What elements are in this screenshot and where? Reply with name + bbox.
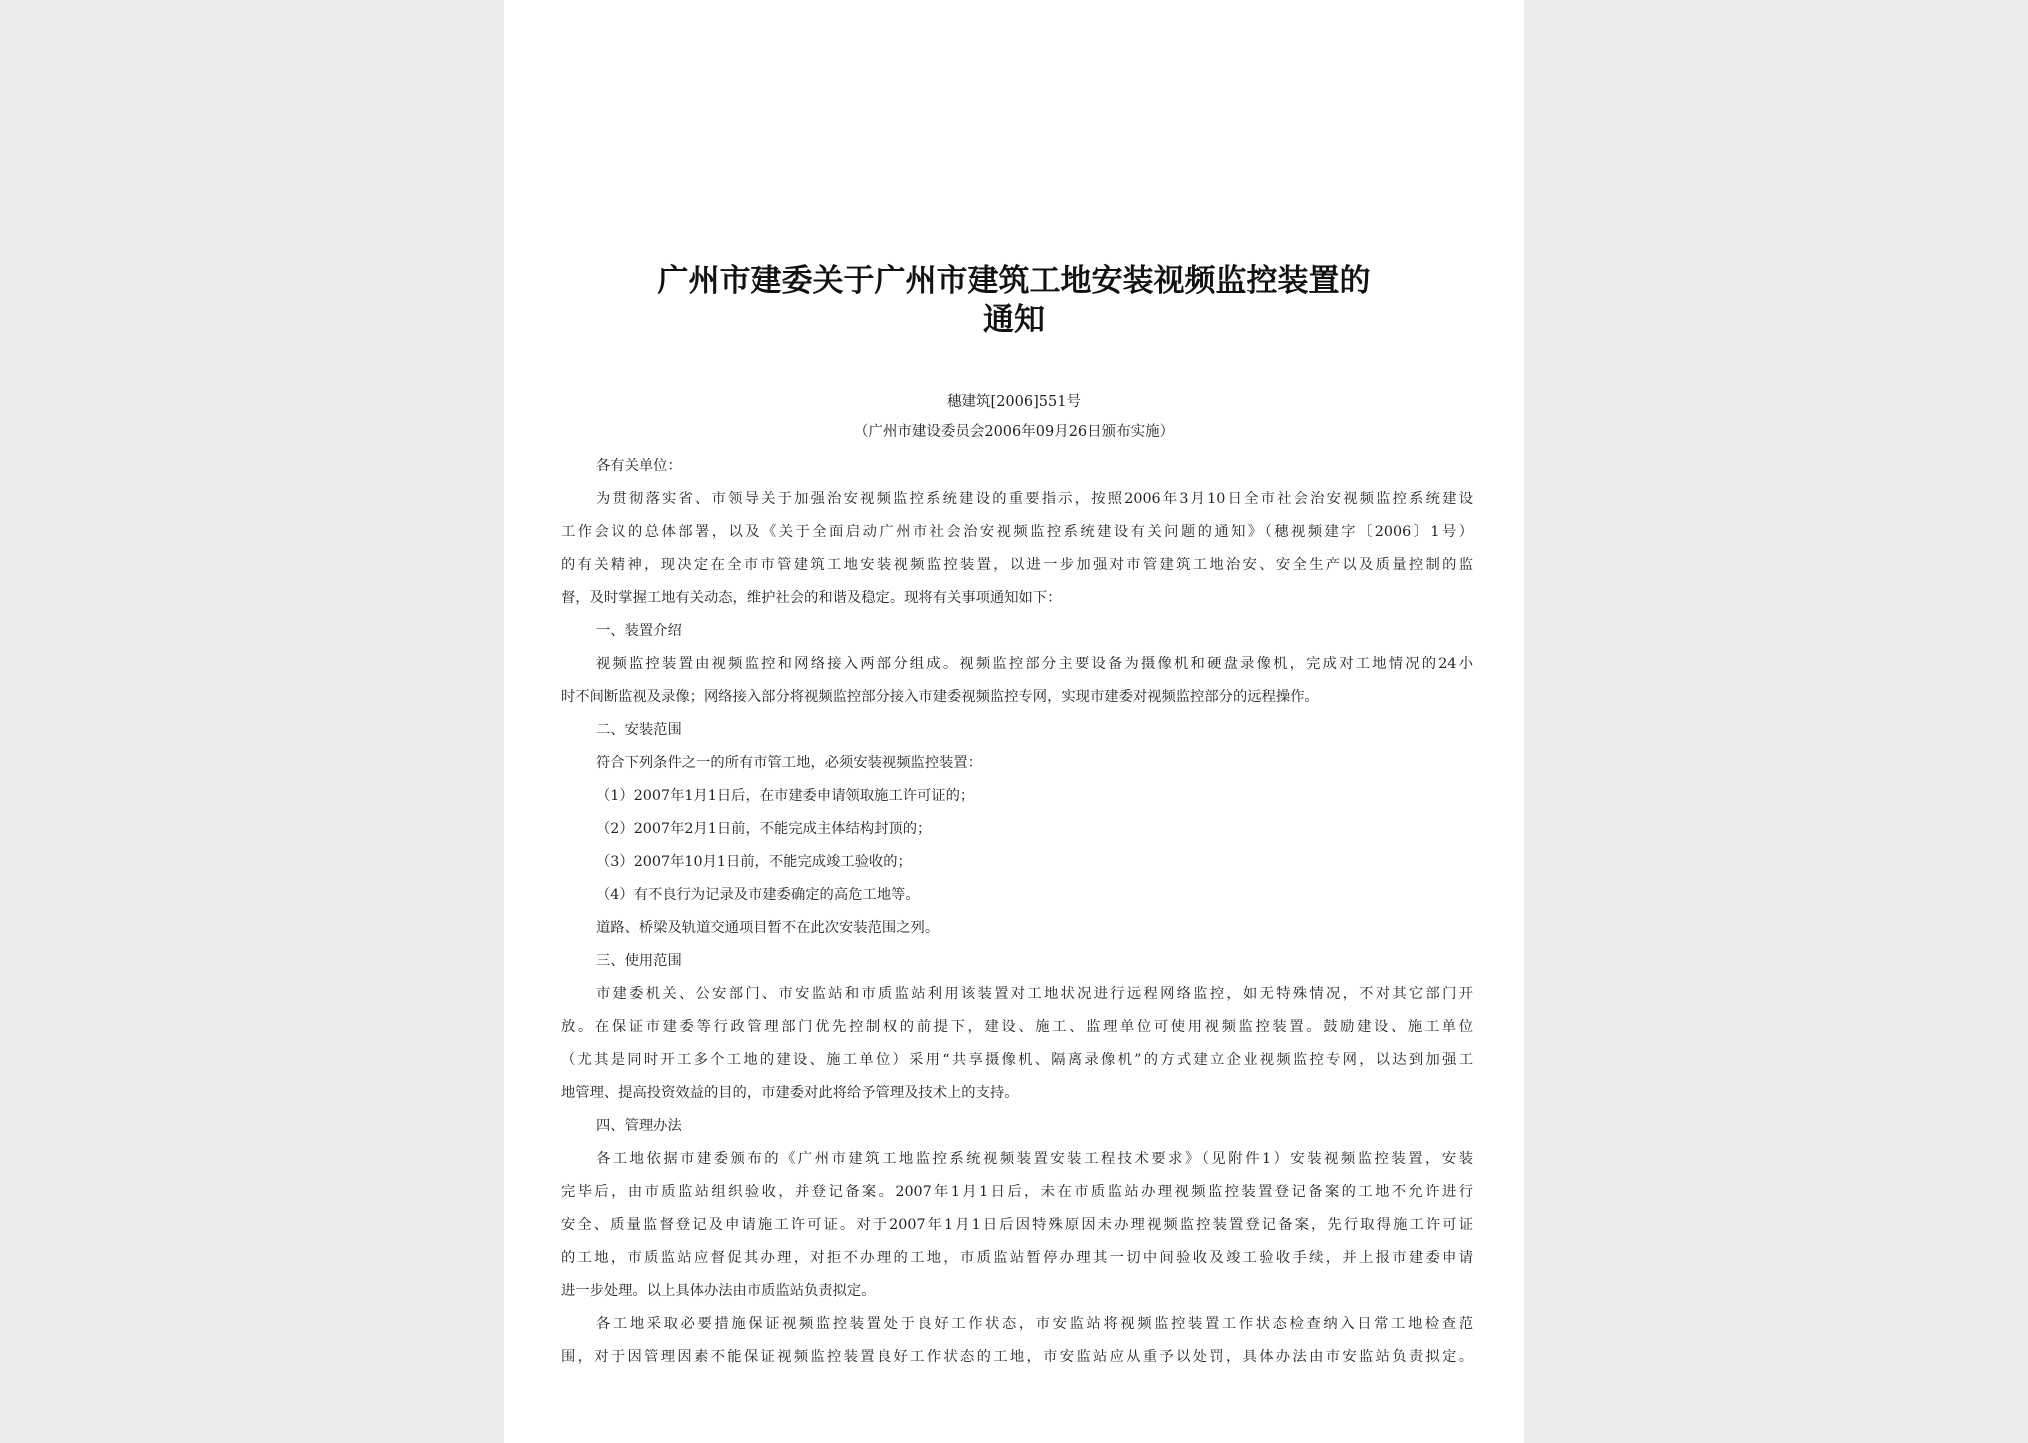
body-line — [561, 719, 1473, 752]
body-line-text: 地管理、提高投资效益的目的，市建委对此将给予管理及技术上的支持。 — [561, 1085, 1019, 1101]
body-line — [561, 884, 1473, 917]
body-line-text: （2）2007年2月1日前，不能完成主体结构封顶的； — [596, 821, 932, 837]
body-line — [561, 653, 1473, 686]
body-line-text: 符合下列条件之一的所有市管工地，必须安装视频监控装置： — [596, 755, 983, 771]
body-line-text: 的有关精神，现决定在全市市管建筑工地安装视频监控装置，以进一步加强对市管建筑工地治安、安全生产以及质量控制的监 — [561, 557, 1473, 573]
title-line-2: 通知 — [983, 302, 1045, 338]
body-line-text: 三、使用范围 — [596, 953, 682, 969]
body-line — [561, 983, 1473, 1016]
body-line — [561, 785, 1473, 818]
body-line — [561, 686, 1473, 719]
body-line — [561, 587, 1473, 620]
body-line-text: 各工地依据市建委颁布的《广州市建筑工地监控系统视频装置安装工程技术要求》（见附件1）安装视频监控装置，安装 — [596, 1151, 1473, 1167]
body-line-text: 完毕后，由市质监站组织验收，并登记备案。2007年1月1日后，未在市质监站办理视频监控装置登记备案的工地不允许进行 — [561, 1184, 1473, 1200]
body-line — [561, 1148, 1473, 1181]
document-title — [574, 262, 1454, 340]
body-line — [561, 1115, 1473, 1148]
body-line-text: 四、管理办法 — [596, 1118, 682, 1134]
body-line — [561, 818, 1473, 851]
body-line-text: 督，及时掌握工地有关动态，维护社会的和谐及稳定。现将有关事项通知如下： — [561, 590, 1062, 606]
body-line-text: 进一步处理。以上具体办法由市质监站负责拟定。 — [561, 1283, 876, 1299]
body-line-text: 安全、质量监督登记及申请施工许可证。对于2007年1月1日后因特殊原因未办理视频监控装置登记备案，先行取得施工许可证 — [561, 1217, 1473, 1233]
body-line-text: 各工地采取必要措施保证视频监控装置处于良好工作状态，市安监站将视频监控装置工作状态检查纳入日常工地检查范 — [596, 1316, 1473, 1332]
title-line-1: 广州市建委关于广州市建筑工地安装视频监控装置的 — [657, 263, 1371, 299]
body-line-text: 工作会议的总体部署，以及《关于全面启动广州市社会治安视频监控系统建设有关问题的通知》（穗视频建字〔2006〕1号） — [561, 524, 1473, 540]
body-line-text: （3）2007年10月1日前，不能完成竣工验收的； — [596, 854, 912, 870]
document-body — [561, 455, 1473, 1379]
body-line-text: （尤其是同时开工多个工地的建设、施工单位）采用“共享摄像机、隔离录像机”的方式建立企业视频监控专网，以达到加强工 — [561, 1052, 1473, 1068]
body-line — [561, 1313, 1473, 1346]
body-line-text: 二、安装范围 — [596, 722, 682, 738]
body-line — [561, 1280, 1473, 1313]
body-line — [561, 488, 1473, 521]
body-line — [561, 620, 1473, 653]
body-line-text: 各有关单位： — [596, 458, 682, 474]
body-line-text: 一、装置介绍 — [596, 623, 682, 639]
body-line — [561, 455, 1473, 488]
body-line-text: （4）有不良行为记录及市建委确定的高危工地等。 — [596, 887, 920, 903]
body-line — [561, 521, 1473, 554]
body-line-text: 时不间断监视及录像；网络接入部分将视频监控部分接入市建委视频监控专网，实现市建委对视频监控部分的远程操作。 — [561, 689, 1319, 705]
body-line — [561, 1082, 1473, 1115]
body-line — [561, 752, 1473, 785]
body-line-text: 市建委机关、公安部门、市安监站和市质监站利用该装置对工地状况进行远程网络监控，如无特殊情况，不对其它部门开 — [596, 986, 1473, 1002]
body-line-text: 围，对于因管理因素不能保证视频监控装置良好工作状态的工地，市安监站应从重予以处罚，具体办法由市安监站负责拟定。 — [561, 1349, 1473, 1365]
body-line — [561, 554, 1473, 587]
body-line-text: 放。在保证市建委等行政管理部门优先控制权的前提下，建设、施工、监理单位可使用视频监控装置。鼓励建设、施工单位 — [561, 1019, 1473, 1035]
body-line — [561, 1214, 1473, 1247]
body-line-text: 道路、桥梁及轨道交通项目暂不在此次安装范围之列。 — [596, 920, 940, 936]
issued-note: （广州市建设委员会2006年09月26日颁布实施） — [853, 424, 1175, 440]
body-line — [561, 917, 1473, 950]
body-line — [561, 950, 1473, 983]
body-line-text: 视频监控装置由视频监控和网络接入两部分组成。视频监控部分主要设备为摄像机和硬盘录像机，完成对工地情况的24小 — [596, 656, 1473, 672]
body-line — [561, 1247, 1473, 1280]
body-line — [561, 851, 1473, 884]
document-page — [504, 0, 1524, 1443]
body-line — [561, 1049, 1473, 1082]
body-line — [561, 1016, 1473, 1049]
body-line-text: （1）2007年1月1日后，在市建委申请领取施工许可证的； — [596, 788, 975, 804]
body-line — [561, 1181, 1473, 1214]
body-line-text: 的工地，市质监站应督促其办理，对拒不办理的工地，市质监站暂停办理其一切中间验收及竣工验收手续，并上报市建委申请 — [561, 1250, 1473, 1266]
document-number: 穗建筑[2006]551号 — [947, 394, 1081, 410]
body-line — [561, 1346, 1473, 1379]
body-line-text: 为贯彻落实省、市领导关于加强治安视频监控系统建设的重要指示，按照2006年3月10日全市社会治安视频监控系统建设 — [596, 491, 1473, 507]
